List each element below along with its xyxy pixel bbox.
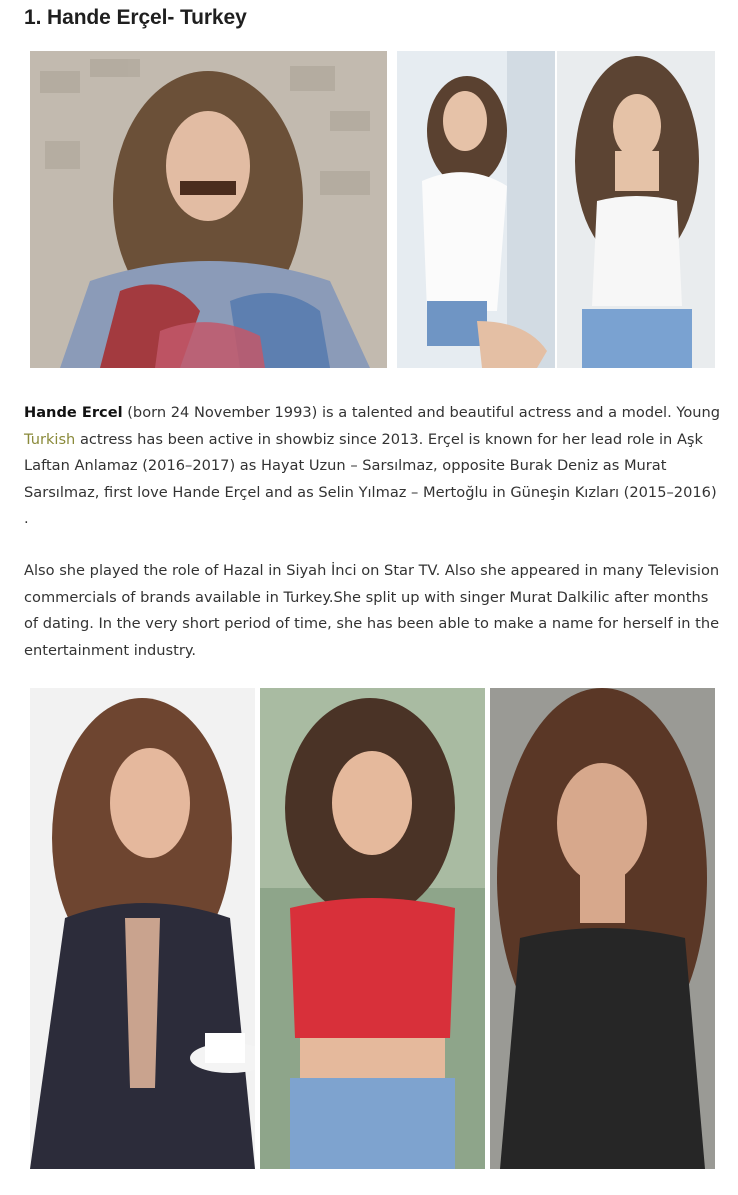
paragraph-text-a: (born 24 November 1993) is a talented and beautiful actress and a model. Young [122,404,721,421]
photo-red-crop-top [260,688,485,1169]
paragraph-text-b: actress has been active in showbiz since 2013. Erçel is known for her lead role in Aşk Laftan Anlamaz (2016–2017) as Hayat Uzun – Sarsılmaz, opposite Burak Deniz as Murat Sarsılmaz, first love Hande Erçel and as Selin Yılmaz – Mertoğlu in Güneşin Kızları (2015–2016) . [24,430,717,527]
article-heading: 1. Hande Erçel- Turkey [24,6,247,29]
photo-black-dress-cup [30,688,255,1169]
photo-black-top-portrait [490,688,715,1169]
paragraph-biography [24,400,724,533]
photo-stone-wall-sweater [30,51,387,368]
bold-name: Hande Ercel [24,404,123,421]
photo-white-shirt-shorts [397,51,555,368]
paragraph-career: Also she played the role of Hazal in Siyah İnci on Star TV. Also she appeared in many Television commercials of brands available in Turkey.She split up with singer Murat Dalkilic after months of dating. In the very short period of time, she has been able to make a name for herself in the entertainment industry. [24,562,720,659]
turkish-link[interactable]: Turkish [24,430,76,448]
photo-white-top-jeans [557,51,715,368]
